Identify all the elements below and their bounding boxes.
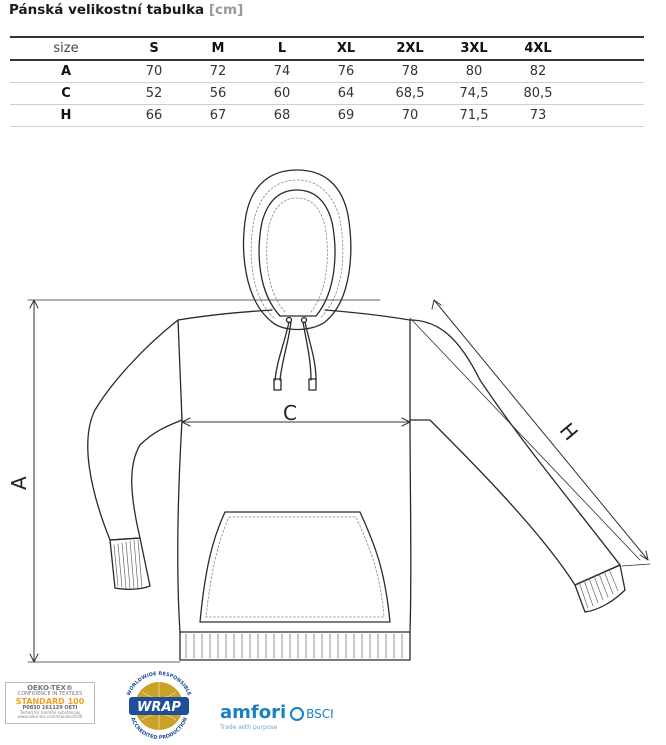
- table-cell: 60: [250, 83, 314, 105]
- table-cell: 64: [314, 83, 378, 105]
- amfori-circle-icon: [290, 707, 304, 721]
- neck-seam: [272, 322, 325, 330]
- cuff-right: [575, 565, 625, 612]
- label-h: H: [554, 418, 583, 446]
- table-row-a: [10, 60, 644, 83]
- eyelet-right: [302, 318, 307, 323]
- hoodie-drawing: [0, 150, 666, 670]
- pocket-stitch: [206, 517, 384, 617]
- table-cell: 52: [122, 83, 186, 105]
- table-cell: 56: [186, 83, 250, 105]
- wrap-ring-top: WORLDWIDE RESPONSIBLE: [125, 670, 193, 697]
- size-header-cell: 4XL: [506, 37, 570, 60]
- table-cell: 66: [122, 105, 186, 127]
- kangaroo-pocket: [200, 512, 390, 622]
- waistband-ribbing: [186, 634, 402, 658]
- hood-stitch-inner: [267, 198, 328, 312]
- size-header-label: size: [10, 37, 122, 60]
- oeko-line1: OEKO-TEX®: [27, 684, 73, 692]
- oeko-line2: CONFIDENCE IN TEXTILES: [17, 691, 83, 698]
- table-cell: 70: [122, 60, 186, 83]
- size-header-cell: XL: [314, 37, 378, 60]
- table-cell: 80: [442, 60, 506, 83]
- wrap-text: WRAP: [137, 700, 181, 715]
- size-header-cell: S: [122, 37, 186, 60]
- page-title: [9, 2, 243, 18]
- table-cell: 74: [250, 60, 314, 83]
- table-cell: 73: [506, 105, 570, 127]
- size-table: [10, 36, 644, 127]
- title-unit: [cm]: [208, 2, 244, 18]
- table-spacer: [570, 83, 644, 105]
- body-outline: [178, 310, 411, 632]
- size-header-row: [10, 37, 644, 60]
- drawstring-left-tip: [274, 379, 281, 390]
- label-c: C: [283, 401, 297, 425]
- size-header-spacer: [570, 37, 644, 60]
- sleeve-left: [88, 320, 182, 540]
- cuff-left-ribbing: [114, 540, 142, 588]
- drawstring-right-tip: [309, 379, 316, 390]
- oeko-line6: www.oeko-tex.com/standard100: [17, 714, 83, 720]
- hood-stitch: [251, 180, 343, 318]
- measure-h-line: [410, 318, 640, 560]
- table-cell: 71,5: [442, 105, 506, 127]
- label-a: A: [7, 476, 31, 490]
- amfori-bsci: BSCI: [306, 707, 334, 721]
- row-label: A: [10, 60, 122, 83]
- drawstring-left: [275, 322, 289, 380]
- row-label: C: [10, 83, 122, 105]
- table-cell: 68: [250, 105, 314, 127]
- table-cell: 69: [314, 105, 378, 127]
- oeko-line5: Tested for harmful substances: [19, 710, 81, 716]
- amfori-tagline: Trade with purpose: [220, 724, 278, 731]
- table-cell: 80,5: [506, 83, 570, 105]
- size-header-cell: L: [250, 37, 314, 60]
- table-spacer: [570, 105, 644, 127]
- table-cell: 74,5: [442, 83, 506, 105]
- size-header-cell: 3XL: [442, 37, 506, 60]
- table-cell: 67: [186, 105, 250, 127]
- table-cell: 76: [314, 60, 378, 83]
- size-header-cell: 2XL: [378, 37, 442, 60]
- measure-h-dim: [434, 300, 648, 560]
- oeko-line3: STANDARD 100: [15, 696, 85, 706]
- hood-inner: [259, 190, 335, 316]
- sleeve-right: [410, 320, 620, 585]
- row-label: H: [10, 105, 122, 127]
- oeko-tex-logo: [5, 682, 95, 724]
- table-spacer: [570, 60, 644, 83]
- waistband: [180, 632, 410, 660]
- table-cell: 78: [378, 60, 442, 83]
- table-cell: 70: [378, 105, 442, 127]
- title-text: Pánská velikostní tabulka: [9, 2, 205, 18]
- wrap-ring-bottom: ACCREDITED PRODUCTION: [129, 716, 189, 742]
- table-cell: 68,5: [378, 83, 442, 105]
- table-cell: 72: [186, 60, 250, 83]
- amfori-bsci-logo: [220, 702, 334, 731]
- table-row-h: [10, 105, 644, 127]
- amfori-word: amfori: [220, 702, 287, 723]
- measure-h-end: [622, 564, 650, 566]
- wrap-logo: [120, 668, 198, 742]
- table-cell: 82: [506, 60, 570, 83]
- size-header-cell: M: [186, 37, 250, 60]
- oeko-line4: P0830 161129 OETI: [22, 704, 78, 711]
- table-row-c: [10, 83, 644, 105]
